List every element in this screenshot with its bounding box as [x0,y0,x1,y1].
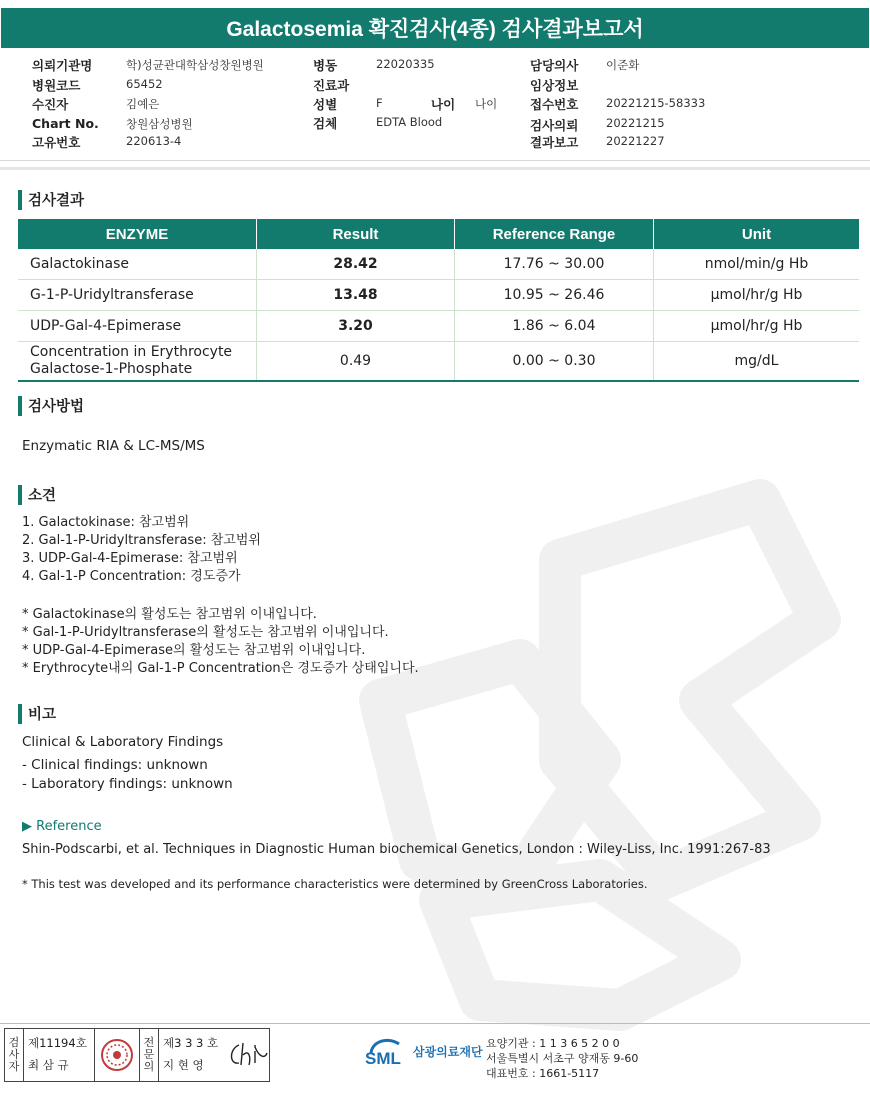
lab-phone: 대표번호 : 1661-5117 [486,1067,600,1080]
header-result: Result [257,219,455,249]
cell-enzyme-line2: Galactose-1-Phosphate [30,361,193,377]
cell-enzyme: Galactokinase [18,249,257,280]
label-doctor: 담당의사 [530,58,579,73]
list-item: * Gal-1-P-Uridyltransferase의 활성도는 참고범위 이내입니다. [22,625,389,640]
cell-enzyme-line1: Concentration in Erythrocyte [30,344,233,360]
cell-range: 10.95 ~ 26.46 [455,280,654,311]
lab-code: 요양기관 : 1 1 3 6 5 2 0 0 [486,1037,620,1050]
cell-result: 3.20 [257,311,455,342]
section-results-title: 검사결과 [28,193,85,209]
value-unique-no: 220613-4 [126,134,182,148]
label-department: 진료과 [313,78,350,93]
results-table [18,219,859,382]
notes-list [22,606,419,678]
remarks-heading: Clinical & Laboratory Findings [22,734,224,750]
section-findings-title: 소견 [28,488,57,504]
cell-result: 28.42 [257,249,455,280]
value-sex: F [376,96,383,110]
lab-info [486,1036,638,1081]
value-patient: 김예은 [126,97,160,111]
tester-name: 최 삼 규 [28,1058,69,1072]
report-title: Galactosemia 확진검사(4종) 검사결과보고서 [1,8,869,48]
list-item: 1. Galactokinase: 참고범위 [22,515,190,530]
list-item: 2. Gal-1-P-Uridyltransferase: 참고범위 [22,533,261,548]
label-receipt-no: 접수번호 [530,97,579,112]
tester-label: 검 사 자 [5,1029,24,1081]
label-ward: 병동 [313,58,338,73]
section-marker [18,485,22,505]
signature-box [4,1028,270,1082]
value-chart-no: 창원삼성병원 [126,117,193,131]
table-row [18,249,859,280]
list-item: * Erythrocyte내의 Gal-1-P Concentration은 경도증가 상태입니다. [22,661,419,676]
specialist-info [159,1029,225,1081]
cell-unit: mg/dL [654,342,860,382]
value-age: 나이 [475,97,498,111]
header-enzyme: ENZYME [18,219,257,249]
list-item: - Clinical findings: unknown [22,757,208,773]
tester-license: 제11194호 [28,1036,87,1050]
label-unique-no: 고유번호 [32,135,81,150]
remarks-list [22,756,233,794]
value-hospital-code: 65452 [126,77,163,91]
cell-result: 13.48 [257,280,455,311]
section-marker [18,396,22,416]
lab-branding [365,1034,483,1068]
cell-unit: nmol/min/g Hb [654,249,860,280]
list-item: - Laboratory findings: unknown [22,776,233,792]
label-sex: 성별 [313,97,338,112]
value-report-date: 20221227 [606,134,665,148]
section-marker [18,704,22,724]
label-institution: 의뢰기관명 [32,58,93,73]
cell-result-abnormal: 0.49 [257,342,455,382]
specialist-license: 제3 3 3 호 [163,1036,219,1050]
section-results [18,189,84,210]
specialist-label: 전 문 의 [140,1029,159,1081]
specialist-name: 지 현 영 [163,1058,204,1072]
cell-range: 0.00 ~ 0.30 [455,342,654,382]
signature [225,1029,269,1081]
divider-thick [0,167,870,170]
reference-text: Shin-Podscarbi, et al. Techniques in Diagnostic Human biochemical Genetics, London : Wiley-Liss, Inc. 1991:267-83 [22,842,771,857]
table-row [18,311,859,342]
cell-enzyme [18,342,257,382]
table-header-row [18,219,859,249]
table-row [18,342,859,382]
section-method-title: 검사방법 [28,399,85,415]
section-findings [18,484,56,505]
cell-unit: μmol/hr/g Hb [654,311,860,342]
header-unit: Unit [654,219,860,249]
disclaimer: * This test was developed and its performance characteristics were determined by GreenCross Laboratories. [22,877,648,891]
section-remarks-title: 비고 [28,707,57,723]
lab-logo-text: SML [365,1049,401,1068]
section-marker [18,190,22,210]
label-clinical-info: 임상정보 [530,78,579,93]
label-report-date: 결과보고 [530,135,579,150]
value-specimen: EDTA Blood [376,115,443,129]
value-institution: 학)성균관대학삼성창원병원 [126,58,264,72]
list-item: * Galactokinase의 활성도는 참고범위 이내입니다. [22,607,317,622]
lab-logo-icon [365,1034,405,1068]
label-hospital-code: 병원코드 [32,78,81,93]
section-remarks [18,703,56,724]
value-receipt-no: 20221215-58333 [606,96,706,110]
patient-info [0,56,870,156]
seal-stamp [95,1029,140,1081]
lab-address: 서울특별시 서초구 양재동 9-60 [486,1052,639,1065]
divider [0,160,870,161]
section-method [18,395,84,416]
cell-enzyme: G-1-P-Uridyltransferase [18,280,257,311]
method-text: Enzymatic RIA & LC-MS/MS [22,438,205,454]
list-item: 3. UDP-Gal-4-Epimerase: 참고범위 [22,551,238,566]
label-chart-no: Chart No. [32,116,99,131]
list-item: * UDP-Gal-4-Epimerase의 활성도는 참고범위 이내입니다. [22,643,366,658]
label-patient: 수진자 [32,97,69,112]
signature-icon [225,1039,269,1071]
footer-divider [0,1023,870,1024]
seal-icon [100,1038,134,1072]
findings-list [22,514,261,586]
value-doctor: 이준화 [606,58,640,72]
cell-enzyme: UDP-Gal-4-Epimerase [18,311,257,342]
lab-name: 삼광의료재단 [413,1044,483,1059]
value-ward: 22020335 [376,57,435,71]
header-reference-range: Reference Range [455,219,654,249]
label-specimen: 검체 [313,116,338,131]
reference-heading: ▶ Reference [22,819,102,834]
cell-range: 17.76 ~ 30.00 [455,249,654,280]
label-request-date: 검사의뢰 [530,118,579,133]
tester-info [24,1029,95,1081]
label-age: 나이 [431,97,456,112]
value-request-date: 20221215 [606,116,665,130]
list-item: 4. Gal-1-P Concentration: 경도증가 [22,569,241,584]
cell-unit: μmol/hr/g Hb [654,280,860,311]
cell-range: 1.86 ~ 6.04 [455,311,654,342]
table-row [18,280,859,311]
